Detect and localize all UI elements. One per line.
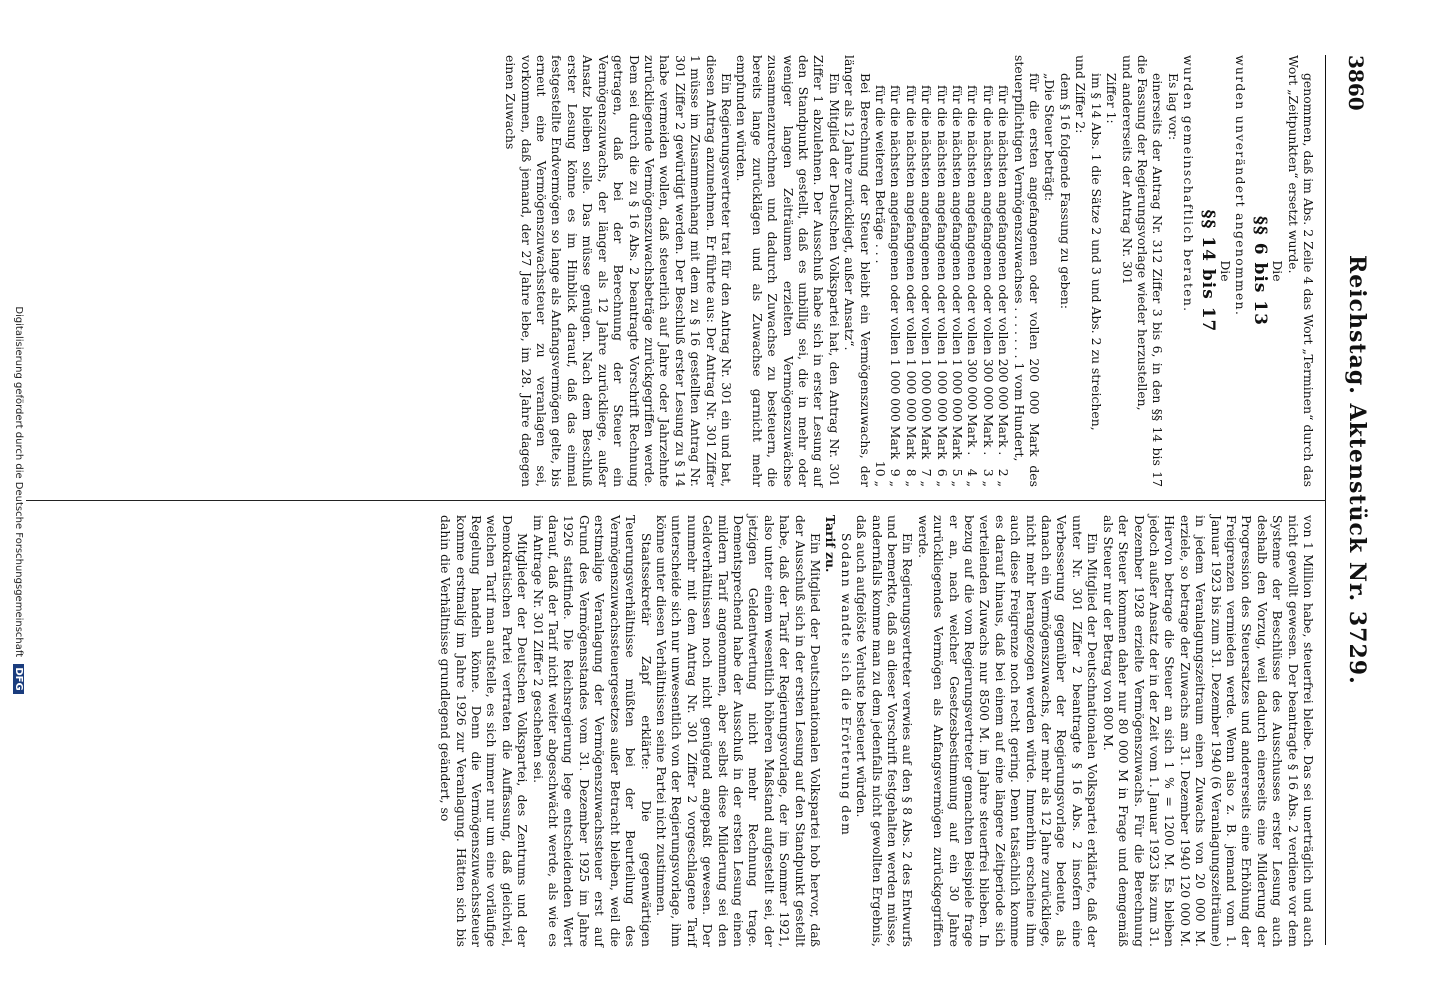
rate-value: 3 „: [980, 468, 996, 487]
paragraph: Ein Mitglied der Deutschnationalen Volkspartei hob hervor, daß der Ausschuß sich in der ersten Lesung auf den Standpunkt gestellt habe, daß der Tarif der Regierungsvorlage, der im Sommer 1921, also unter einem wesentlich höheren Maßstand aufgestellt sei, der jetzigen Geldentwertung nicht mehr Rechnung trage. Dementsprechend habe der Ausschuß in der ersten Lesung einen mildern Tarif angenommen, aber selbst diese Milderung sei den Geldverhältnissen noch nicht genügend angepaßt gewesen. Der nunmehr mit dem Antrag Nr. 301 Ziffer 2 vorgeschlagene Tarif unterscheide sich nur unwesentlich von der Regierungsvorlage, ihm könne unter diesen Verhältnissen seine Partei nicht zustimmen.: [653, 515, 823, 947]
paragraph: Bei Berechnung der Steuer bleibt ein Vermögenszuwachs, der länger als 12 Jahre zurückliegt, außer Ansatz“.: [842, 55, 873, 487]
paragraph: Sodann wandte sich die Erörterung dem: [838, 533, 854, 837]
rate-value: 2 „: [996, 468, 1012, 487]
rate-bracket: für die nächsten angefangenen oder vollen 1 000 000 Mark: [919, 85, 935, 460]
running-title: Reichstag. Aktenstück Nr. 3729.: [1344, 255, 1370, 685]
paragraph: dem § 16 folgende Fassung zu geben:: [1057, 73, 1073, 310]
paragraph: Es lag vor:: [1165, 73, 1181, 141]
rate-bracket: für die nächsten angefangenen oder vollen 1 000 000 Mark: [888, 85, 904, 460]
page-number: 3860: [1344, 55, 1368, 111]
paragraph: für die ersten angefangenen oder vollen 200 000 Mark des steuerpflichtigen Vermögenszuwachses . . . . . . . 1 vom Hundert,: [1011, 55, 1043, 487]
paragraph: Mitglieder der Deutschen Volkspartei, des Zentrums und der Demokratischen Partei vertraten die Auffassung, daß gleichviel, welchen Tarif man aufstelle, es sich immer nur um eine vorläufige Regelung handeln könne. Denn die Vermögenszuwachssteuer komme erstmalig im Jahre 1926 zur Veranlagung. Hätten sich bis dahin die Verhältnisse grundlegend geändert, so: [438, 515, 531, 947]
rate-bracket: für die nächsten angefangenen oder vollen 1 000 000 Mark: [950, 85, 966, 460]
rate-line: [888, 55, 903, 487]
credit-text: Digitalisierung gefördert durch die Deutsche Forschungsgemeinschaft: [13, 306, 24, 658]
paragraph: Tarif zu.: [823, 515, 839, 573]
rate-line: [950, 55, 965, 487]
paragraph: Die: [1217, 260, 1233, 282]
column-divider: [26, 500, 1326, 501]
rate-bracket: für die nächsten angefangenen oder vollen 1 000 000 Mark: [934, 85, 950, 460]
rate-value: 4 „: [965, 468, 981, 487]
page-header: [1325, 55, 1374, 945]
paragraph: einerseits der Antrag Nr. 312 Ziffer 3 bis 6, in den §§ 14 bis 17 die Fassung der Regierungsvorlage wieder herzustellen,: [1134, 55, 1166, 487]
rate-line: [996, 55, 1011, 487]
rate-bracket: für die nächsten angefangenen oder vollen 1 000 000 Mark: [903, 85, 919, 460]
left-column: [503, 55, 1316, 487]
dfg-logo-icon: DFG: [13, 664, 24, 693]
paragraph: und andererseits der Antrag Nr. 301: [1119, 55, 1135, 285]
rate-value: 10 „: [873, 460, 889, 487]
paragraph: genommen, daß im Abs. 2 Zeile 4 das Wort „Terminen“ durch das Wort „Zeitpunkten“ ersetzt wurde.: [1285, 55, 1316, 487]
rate-value: 9 „: [888, 468, 904, 487]
rate-line: [919, 55, 934, 487]
rate-bracket: für die weiteren Beträge . . .: [873, 85, 889, 264]
section-heading: §§ 6 bis 13: [1249, 216, 1270, 326]
paragraph: Ein Mitglied der Deutschnationalen Volkspartei erklärte, daß der unter Nr. 301 Ziffer 2 beantragte § 16 Abs. 2 insofern eine Verbesserung gegenüber der Regierungsvorlage bedeute, als danach ein Vermögenszuwachs, der mehr als 12 Jahre zurückliege, nicht mehr herangezogen werden würde. Immerhin erscheine ihm auch diese Freigrenze noch recht gering. Denn tatsächlich komme es darauf hinaus, daß bei einem auf eine längere Zeitperiode sich verteilenden Zuwachs nur 8500 M. im Jahre steuerfrei blieben. In bezug auf die vom Regierungsvertreter gemachten Beispiele frage er an, nach welcher Gesetzesbestimmung auf ein 30 Jahre zurückliegendes Vermögen als Anfangsvermögen zurückgegriffen werde.: [915, 515, 1101, 947]
paragraph: Die: [1270, 260, 1286, 282]
rate-value: 7 „: [919, 468, 935, 487]
paragraph: Ein Regierungsvertreter verwies auf den § 8 Abs. 2 des Entwurfs und bemerkte, daß an dieser Vorschrift festgehalten werden müsse, andernfalls komme man zu dem jedenfalls nicht gewollten Ergebnis, daß auch aufgelöste Verluste besteuert würden.: [854, 515, 916, 947]
paragraph: Ein Mitglied der Deutschen Volkspartei hat, den Antrag Nr. 301 Ziffer 1 abzulehnen. Der Ausschuß habe sich in erster Lesung auf den Standpunkt gestellt, daß es unbillig sei, die in mehr oder weniger langen Zeiträumen erzielten Vermögenszuwächse zusammenzurechnen und dadurch Zuwachse zu besteuern, die bereits lange zurücklägen und als Zuwachse garnicht mehr empfunden würden.: [734, 55, 842, 487]
rate-value: 6 „: [934, 468, 950, 487]
rate-bracket: für die nächsten angefangenen oder vollen 200 000 Mark .: [996, 85, 1012, 456]
right-column: [438, 515, 1316, 947]
paragraph: wurden gemeinschaftlich beraten.: [1181, 55, 1197, 313]
paragraph: und Ziffer 2:: [1073, 55, 1089, 134]
paragraph: Ein Regierungsvertreter trat für den Antrag Nr. 301 ein und bat, diesen Antrag anzunehmen. Er führte aus: Der Antrag Nr. 301 Ziffer 1 müsse im Zusammenhang mit dem zu § 16 gestellten Antrag Nr. 301 Ziffer 2 gewürdigt werden. Der Beschluß erster Lesung zu § 14 habe vermeiden wollen, daß steuerlich auf Jahre oder Jahrzehnte zurückliegende Vermögenszuwachsbeträge zurückgegriffen werde. Dem sei durch die zu § 16 Abs. 2 beantragte Vorschrift Rechnung getragen, daß bei der Berechnung der Steuer ein Vermögenszuwachs, der länger als 12 Jahre zurückliege, außer Ansatz bleiben solle. Das müsse genügen. Nach dem Beschluß erster Lesung könne es im Hinblick darauf, daß das einmal festgestellte Endvermögen so lange als Anfangsvermögen gelte, bis erneut eine Vermögenszuwachssteuer zu veranlagen sei, vorkommen, daß jemand, der 27 Jahre lebe, im 28. Jahre dagegen einen Zuwachs: [503, 55, 734, 487]
paragraph: Staatssekretär Zapf erklärte: Die gegenwärtigen Teuerungsverhältnisse müßten bei der Beurteilung des Vermögenszuwachssteuergesetzes außer Betracht bleiben, weil die erstmalige Veranlagung der Vermögenszuwachssteuer erst auf Grund des Vermögensstandes vom 31. Dezember 1925 im Jahre 1926 stattfinde. Die Reichsregierung lege entscheidenden Wert darauf, daß der Tarif nicht weiter abgeschwächt werde, als wie es im Antrage Nr. 301 Ziffer 2 geschehen sei.: [530, 515, 654, 947]
rate-value: 5 „: [950, 468, 966, 487]
rate-line: [934, 55, 949, 487]
paragraph: wurden unverändert angenommen.: [1233, 55, 1249, 317]
paragraph: „Die Steuer beträgt:: [1042, 73, 1058, 202]
rate-bracket: für die nächsten angefangenen oder vollen 300 000 Mark .: [965, 85, 981, 456]
section-heading: §§ 14 bis 17: [1197, 209, 1218, 333]
paragraph: von 1 Million habe, steuerfrei bleibe. Das sei unerträglich und auch nicht gewollt gewesen. Der beantragte § 16 Abs. 2 verdiene vor dem Systeme der Beschlüsse des Ausschusses erster Lesung auch deshalb den Vorzug, weil dadurch einerseits eine Milderung der Progression des Steuersatzes und andererseits eine Erhöhung der Freigrenzen vermieden werde. Wenn also z. B. jemand vom 1. Januar 1923 bis zum 31. Dezember 1940 (6 Veranlagungszeiträume) in jedem Veranlagungszeitraum einen Zuwachs von 20 000 M. erziele, so betrage der Zuwachs am 31. Dezember 1940 120 000 M. Hiervon betrage die Steuer an sich 1 % = 1200 M. Es bleiben jedoch außer Ansatz der in der Zeit vom 1. Januar 1923 bis zum 31. Dezember 1928 erzielte Vermögenszuwachs. Für die Berechnung der Steuer kommen daher nur 80 000 M in Frage und demgemäß als Steuer nur der Betrag von 800 M.: [1100, 515, 1316, 947]
rate-line: [903, 55, 918, 487]
paragraph: Ziffer 1:: [1104, 73, 1120, 124]
rate-line: [873, 55, 888, 487]
rate-line: [980, 55, 995, 487]
digitization-credit: [13, 0, 24, 1000]
rate-list: [873, 55, 1012, 487]
paragraph: im § 14 Abs. 1 die Sätze 2 und 3 und Abs. 2 zu streichen,: [1088, 73, 1104, 431]
rate-bracket: für die nächsten angefangenen oder vollen 300 000 Mark .: [980, 85, 996, 456]
rate-line: [965, 55, 980, 487]
rate-value: 8 „: [903, 468, 919, 487]
